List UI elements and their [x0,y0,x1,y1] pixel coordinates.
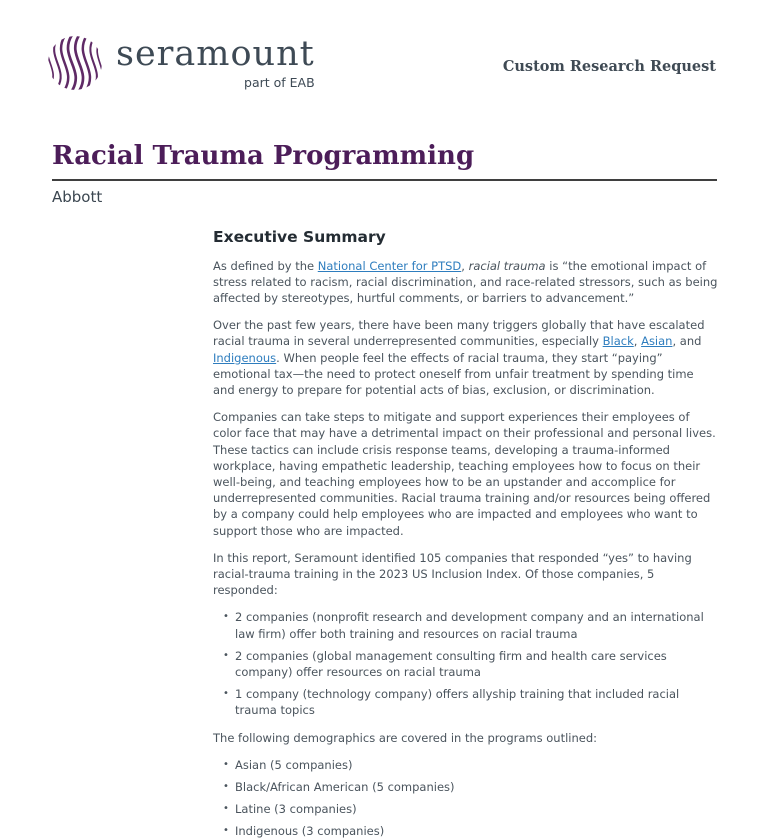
link-asian[interactable]: Asian [641,334,673,349]
paragraph [213,409,718,539]
text-run: is “the emotional impact of stress related to racism, racial discrimination, and race-related stressors, such as being affected by stereotypes, hurtful comments, or barriers to advancement.” [213,258,718,305]
text-run: , [633,334,642,349]
paragraph [213,730,718,746]
brand-tagline: part of EAB [244,74,315,90]
italic-text: racial trauma [468,258,546,273]
paragraph [213,550,718,599]
list-item: • 1 company (technology company) offers allyship training that included racial trauma topics [235,686,718,718]
paragraph [213,317,718,398]
paragraph [213,258,718,307]
list-item: • Black/African American (5 companies) [235,779,718,795]
list-item: • Latine (3 companies) [235,801,718,817]
section-heading: Executive Summary [213,227,386,246]
text-run: In this report, Seramount identified 105 companies that responded “yes” to having racial-trauma training in the 2023 US Inclusion Index. Of those companies, 5 responded: [213,550,692,598]
page-header [0,0,768,92]
document-type-label: Custom Research Request [502,58,716,75]
title-rule [52,179,717,181]
text-run: Companies can take steps to mitigate and support experiences their employees of color face that may have a detrimental impact on their professional and personal lives. These tactics can include crisis response teams, developing a trauma-informed workplace, having empathetic leadership, teaching employees how to focus on their well-being, and teaching employees how to be an upstander and accomplice for underrepresented communities. Racial trauma training and/or resources being offered by a company could help employees who are impacted and employees who want to support those who are impacted. [213,410,716,538]
client-name: Abbott [52,187,103,206]
page-title: Racial Trauma Programming [52,141,475,171]
text-run: The following demographics are covered in the programs outlined: [213,730,598,745]
report-body [213,228,718,840]
seramount-logo [46,34,315,92]
list-item: • Asian (5 companies) [235,757,718,773]
seramount-swirl-icon [46,34,104,92]
text-run: , [461,258,469,273]
text-run: , and [672,334,702,349]
bullet-list [213,609,718,718]
executive-summary-content [213,258,718,840]
brand-wordmark: seramount [116,33,315,74]
link-indigenous[interactable]: Indigenous [213,350,277,365]
list-item: • 2 companies (nonprofit research and development company and an international law firm) offer both training and resources on racial trauma [235,609,718,641]
list-item: • 2 companies (global management consulting firm and health care services company) offer resources on racial trauma [235,648,718,680]
link-black[interactable]: Black [602,334,634,349]
link-national-center-for-ptsd[interactable]: National Center for PTSD [317,258,462,273]
text-run: Over the past few years, there have been many triggers globally that have escalated racial trauma in several underrepresented communities, especially [213,318,705,349]
text-run: . When people feel the effects of racial trauma, they start “paying” emotional tax—the need to protect oneself from unfair treatment by spending time and energy to prepare for potential acts of bias, exclusion, or discrimination. [213,350,694,398]
text-run: As defined by the [213,258,318,273]
list-item: • Indigenous (3 companies) [235,823,718,839]
bullet-list [213,757,718,840]
